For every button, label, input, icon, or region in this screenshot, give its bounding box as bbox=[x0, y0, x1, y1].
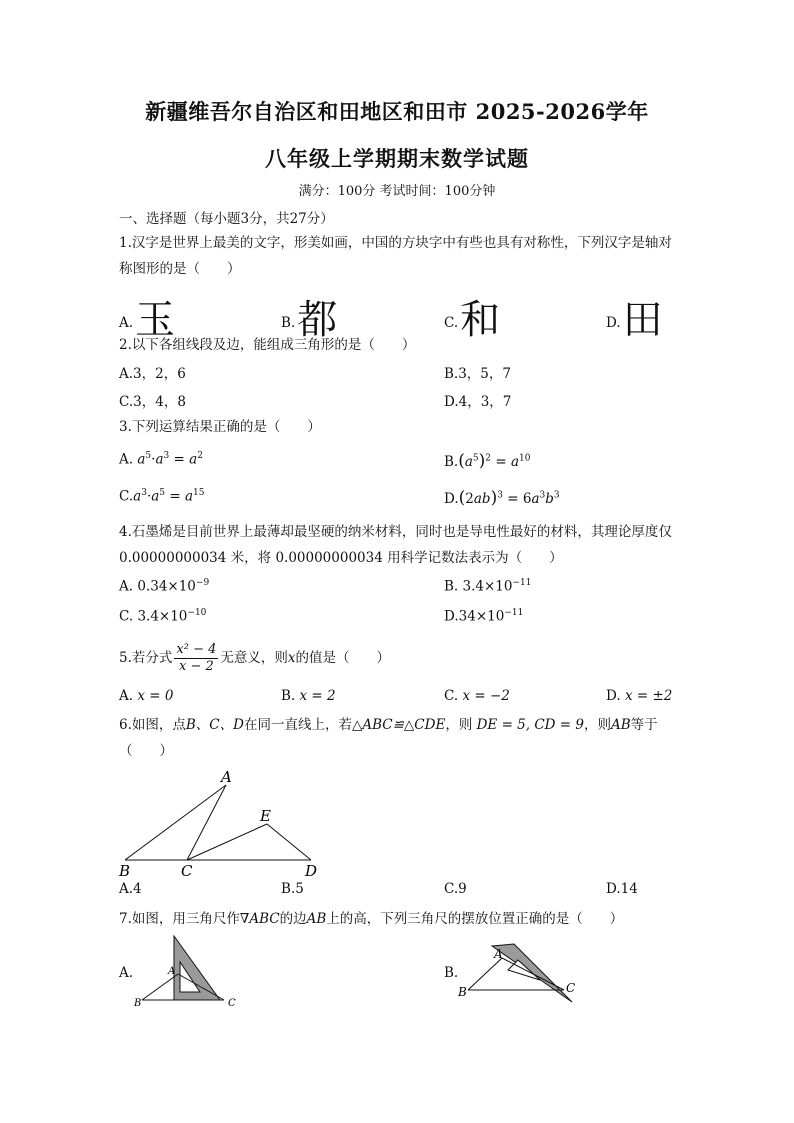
q4-option-d: $D.34\times 10^{-11}$ bbox=[444, 608, 524, 625]
q1-option-c: C.和 bbox=[444, 297, 501, 343]
q5-option-b: B. x = 2 bbox=[281, 688, 336, 704]
q6-option-c: C.9 bbox=[444, 881, 467, 897]
q6-label-b: B bbox=[119, 862, 131, 880]
q7-option-a-letter: A. bbox=[119, 965, 134, 981]
q4-option-c: C. $3.4\times 10^{-10}$ bbox=[119, 608, 207, 625]
q5-fraction: $\frac{\text{x² − 4}}{x - 2}$ bbox=[176, 642, 217, 674]
q7-option-b-letter: B. bbox=[444, 965, 459, 981]
q7b-label-c: C bbox=[566, 981, 576, 995]
question-4-text: 4.石墨烯是目前世界上最薄却最坚硬的纳米材料，同时也是导电性最好的材料，其理论厚度仅 0.00000000034 米，将 0.00000000034 用科学记数法表示为（ ） bbox=[119, 524, 672, 566]
question-4-options-row1 bbox=[119, 578, 679, 602]
q7-option-b-figure bbox=[452, 938, 592, 1008]
q3-option-b: $B.(a^5)^2 = a^{10}$ bbox=[444, 451, 531, 471]
q7b-side-ba bbox=[468, 958, 502, 990]
exam-title-line1: 新疆维吾尔自治区和田地区和田市 2025-2026学年 bbox=[145, 99, 649, 124]
question-1-options bbox=[119, 288, 679, 343]
question-2-text: 2.以下各组线段及边，能组成三角形的是（ ） bbox=[119, 337, 416, 353]
q3-option-c: $C.a^3\cdot a^5 = a^{15}$ bbox=[119, 488, 205, 505]
question-1-text: 1.汉字是世界上最美的文字，形美如画，中国的方块字中有些也具有对称性，下列汉字是轴对称图形的是（ ） bbox=[119, 235, 672, 277]
q5-option-c: C. x = −2 bbox=[444, 688, 510, 704]
exam-title-line2: 八年级上学期期末数学试题 bbox=[265, 146, 529, 171]
q6-diagram bbox=[115, 768, 335, 880]
q6-label-e: E bbox=[260, 807, 271, 825]
exam-meta: 满分：100分 考试时间：100分钟 bbox=[298, 184, 496, 199]
q6-line-ed bbox=[267, 824, 311, 860]
question-3-options-row1 bbox=[119, 451, 679, 475]
question-5-options bbox=[119, 688, 679, 712]
q6-label-c: C bbox=[181, 862, 193, 880]
q6-option-d: D.14 bbox=[606, 881, 638, 897]
q7a-side-ba bbox=[142, 974, 178, 1000]
q1-option-d: D.田 bbox=[606, 297, 663, 343]
question-2-options-row2 bbox=[119, 390, 679, 414]
question-2-options-row1 bbox=[119, 362, 679, 386]
q5-option-a: A. x = 0 bbox=[119, 688, 174, 704]
q7b-label-a: A bbox=[494, 947, 503, 961]
q4-option-a: A. $0.34\times 10^{-9}$ bbox=[119, 578, 210, 595]
question-6-options bbox=[119, 881, 679, 905]
question-3-text: 3.下列运算结果正确的是（ ） bbox=[119, 419, 321, 435]
q1-option-a: A.玉 bbox=[119, 297, 176, 343]
q3-option-a: A. $a^5\cdot a^3 = a^2$ bbox=[119, 451, 203, 468]
q6-option-b: B.5 bbox=[281, 881, 304, 897]
question-7-text: 7.如图，用三角尺作∇ABC的边AB上的高，下列三角尺的摆放位置正确的是（ ） bbox=[119, 911, 624, 927]
q7a-label-c: C bbox=[228, 998, 236, 1009]
q6-label-a: A bbox=[221, 768, 232, 786]
q7-option-a-figure bbox=[128, 932, 248, 1014]
question-3-options-row2 bbox=[119, 488, 679, 512]
section-heading: 一、选择题（每小题3分，共27分） bbox=[119, 211, 334, 227]
q6-option-a: A.4 bbox=[119, 881, 142, 897]
q7a-label-b: B bbox=[134, 998, 142, 1009]
q3-option-d: $D.(2ab)^3 = 6a^3b^3$ bbox=[444, 488, 560, 508]
question-5-text: 5.若分式 $\frac{\text{x² − 4}}{x - 2}$ 无意义，则x的值是（ ） bbox=[119, 642, 390, 674]
q7b-label-b: B bbox=[458, 985, 467, 999]
q6-line-ce bbox=[187, 824, 267, 860]
q7a-label-a: A bbox=[168, 966, 176, 977]
q2-option-a: A.3，2，6 bbox=[119, 366, 186, 382]
q2-option-b: B.3，5，7 bbox=[444, 366, 511, 382]
question-6-text: 6.如图，点B、C、D在同一直线上，若△ABC≌△CDE，则 DE = 5, CD = 9，则AB等于（ ） bbox=[119, 717, 658, 759]
q5-option-d: D. x = ±2 bbox=[606, 688, 673, 704]
q1-option-b: B.都 bbox=[281, 297, 338, 343]
q2-option-c: C.3，4，8 bbox=[119, 394, 186, 410]
q6-line-ac bbox=[187, 785, 226, 860]
q6-label-d: D bbox=[305, 862, 318, 880]
q2-option-d: D.4，3，7 bbox=[444, 394, 512, 410]
question-4-options-row2 bbox=[119, 608, 679, 632]
q4-option-b: B. $3.4\times 10^{-11}$ bbox=[444, 578, 532, 595]
